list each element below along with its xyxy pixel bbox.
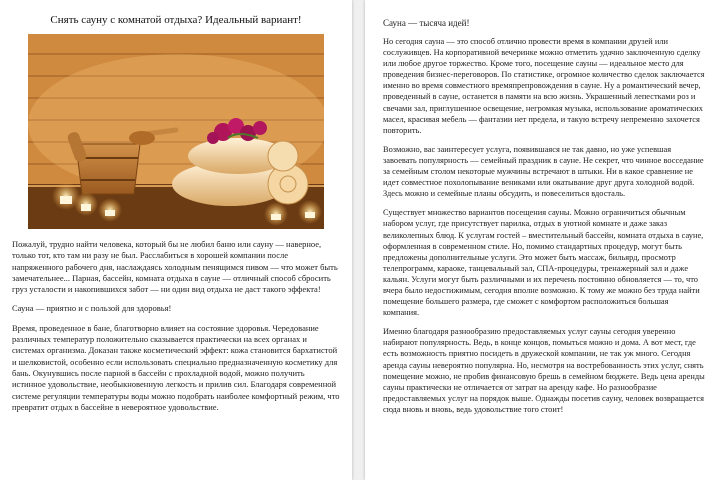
paragraph: Возможно, вас заинтересует услуга, появившаяся не так давно, но уже успевшая завоевать популярность — семейный праздник в сауне. Не секрет, что чинное восседание за семейным столом некоторые мужчины встречают в штыки. Ни в какое сравнение не идет совместное похолопывание вениками или окатывание друг друга холодной водой. Здесь можно и семейные планы обсудить, и повеселиться вдосталь. bbox=[383, 144, 704, 199]
document-page-left bbox=[0, 0, 352, 480]
paragraph: Существует множество вариантов посещения сауны. Можно ограничиться обычным набором услуг, где присутствует парилка, отдых в уютной комнате и даже заказ великолепных блюд. К услугам гостей – вместительный бассейн, комната отдыха в сауне, оформленная в современном стиле. Но, помимо стандартных процедур, могут быть предложены дополнительные услуги. Это может быть массаж, бильярд, просмотр телепрограмм, караоке, танцевальный зал, СПА-процедуры, тренажерный зал и даже кальян. Услуги могут быть различными и их перечень постоянно обновляется — то, что вчера было недостижимым, сегодня вполне возможно. К тому же можно без труда найти помещение большего размера, где сможет с комфортом расположиться большая компания. bbox=[383, 208, 704, 318]
health-paragraph: Время, проведенное в бане, благотворно влияет на состояние здоровья. Чередование различных температур положительно сказывается практически на всех органах и системах организма. Доказан также косметический эффект: кожа становится бархатистой и шелковистой, особенно если использовать специально предназначенную косметику для бань. Окунувшись после парной в бассейн с прохладной водой, можно получить истинное удовольствие, необыкновенную легкость и прилив сил. Благодаря современной системе регуляции температуры воды можно подобрать наиболее комфортный режим, что превратит отдых в бассейне в невероятное удовольствие. bbox=[12, 322, 340, 412]
document-page-right bbox=[365, 0, 720, 480]
page-title: Снять сауну с комнатой отдыха? Идеальный вариант! bbox=[50, 14, 302, 26]
paragraph: Именно благодаря разнообразию предоставляемых услуг сауны сегодня уверенно набирают популярность. Ведь, в конце концов, помыться можно и дома. А вот мест, где есть возможность приятно посидеть в дружеской компании, не так уж много. Сегодня аренда сауны невероятно популярна. Но, несмотря на востребованность этих услуг, снять помещение можно, не пробив финансовую брешь в семейном бюджете. Ведь цена аренды сауны практически не отличается от затрат на аренду кафе. Но разнообразие предоставляемых услуг на порядок выше. Однажды посетив сауну, человек возвращается сюда вновь и вновь, ведь удовольствие того стоит! bbox=[383, 327, 705, 414]
paragraph: Но сегодня сауна — это способ отлично провести время в компании друзей или сослуживцев. На корпоративной вечеринке можно отметить удачно заключенную сделку или любое другое торжество. Кроме того, посещение сауны — идеальное место для проведения бизнес-переговоров. По статистике, огромное количество сделок заключается именно во время совместного времяпрепровождения в сауне. Ну а романтический вечер, проведенный в сауне, останется в памяти на всю жизнь. Украшенный лепестками роз и свечами зал, приглушенное освещение, негромкая музыка, использование ароматических масел, красивая мебель — фантазии нет предела, и такую встречу непременно захочется повторить. bbox=[383, 37, 705, 135]
section-title: Сауна — тысяча идей! bbox=[383, 18, 470, 28]
intro-paragraph: Пожалуй, трудно найти человека, который бы не любил баню или сауну — наверное, только тот, кто там ни разу не был. Расслабиться в хорошей компании после напряженного рабочего дня, наслаждаясь холодным пенящимся пивом — что может быть замечательнее... Парная, бассейн, комната отдыха в сауне — отличный способ сбросить груз усталости и накопившихся забот — ни один вид отдыха не даст такого эффекта! bbox=[12, 239, 338, 295]
sauna-illustration bbox=[28, 34, 324, 229]
section-subheading: Сауна — приятно и с пользой для здоровья! bbox=[12, 303, 172, 314]
sauna-photo bbox=[28, 34, 324, 229]
